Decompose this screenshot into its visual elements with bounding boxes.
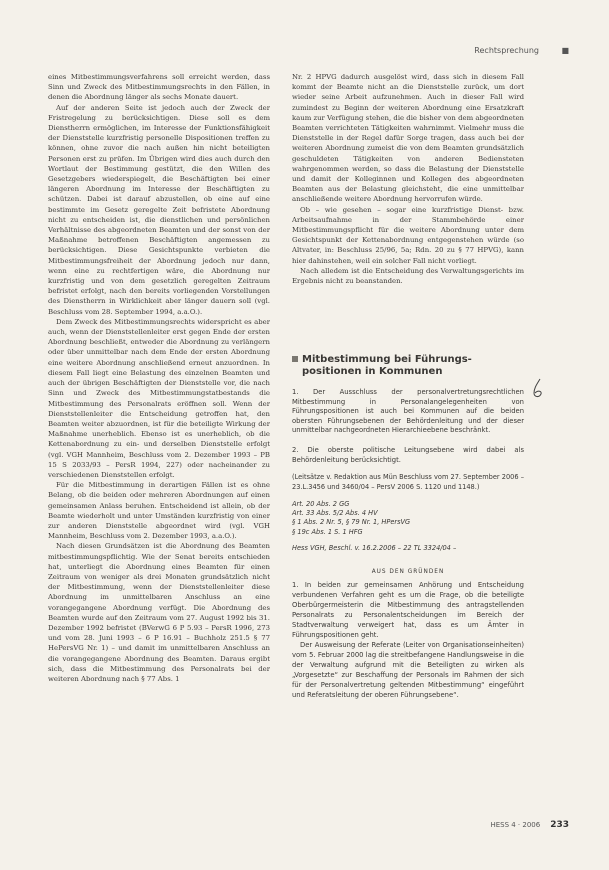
paragraph: Ob – wie gesehen – sogar eine kurzfristige Dienst- bzw. Arbeitsaufnahme in der Stammbehörde einer Mitbestimmungspflicht für die weitere Abordnung unter dem Gesichtspunkt der Kettenabordnung entgegenstehen würde (so Altvater, in: Beschluss 25/96, 5a; Rdn. 20 zu § 77 HPVG), kann hier dahinstehen, weil ein solcher Fall nicht vorliegt. <box>292 205 524 265</box>
guideline-1: 1. Der Ausschluss der personalvertretungsrechtlichen Mitbestimmung in Personalangelegenheiten von Führungspositionen ist auch bei Kommunen auf die beiden obersten Führungsebenen der Behördenleitung und der dieser unmittelbar nachgeordneten Hierarchieebene beschränkt. <box>292 388 524 435</box>
paragraph: Dem Zweck des Mitbestimmungsrechts widerspricht es aber auch, wenn der Dienststellenleiter erst gegen Ende der ersten Abordnung beschließt, entweder die Abordnung zu verlängern oder über unmittelbar nach dem Ende der ersten Abordnung eine weitere Abordnung anschließend erneut anzuordnen. In diesem Fall liegt eine Belastung des einzelnen Beamten und auch der übrigen Beschäftigten der Dienststelle vor, die nach Sinn und Zweck des Mitbestimmungstatbestands die Mitbestimmung des Personalrats eröffnen soll. Wenn der Dienststellenleiter die Entscheidung getroffen hat, den Beamten weiter abzuordnen, ist für die beteiligte Wirkung der Maßnahme unerheblich. Ebenso ist es unerheblich, ob die Kettenabordnung zu ein- und derselben Dienststelle erfolgt (vgl. VGH Mannheim, Beschluss vom 2. Dezember 1993 – PB 15 S 2033/93 – PersR 1994, 227) oder nacheinander zu verschiedenen Dienststellen erfolgt. <box>48 317 270 479</box>
paragraph: 1. In beiden zur gemeinsamen Anhörung und Entscheidung verbundenen Verfahren geht es um die Frage, ob die beteiligte Oberbürgermeisterin die Mitbestimmung des antragstellenden Personalrats zu Personalentscheidungen im Bereich der Stadtverwaltung verweigert hat, dass es um Ämter in Führungspositionen geht. <box>292 581 524 640</box>
paragraph: Nach alledem ist die Entscheidung des Verwaltungsgerichts im Ergebnis nicht zu beanstanden. <box>292 266 524 286</box>
left-column <box>48 72 270 834</box>
court-citation: Hess VGH, Beschl. v. 16.2.2006 – 22 TL 3324/04 – <box>292 543 457 552</box>
paragraph: Für die Mitbestimmung in derartigen Fällen ist es ohne Belang, ob die beiden oder mehreren Abordnungen auf einen gemeinsamen Anlass beruhen. Entscheidend ist allein, ob der Beamte wiederholt und unter Umständen kurzfristig von einer zur anderen Dienststelle abgeordnet wird (vgl. VGH Mannheim, Beschluss vom 2. Dezember 1993, a.a.O.). <box>48 481 270 541</box>
handwritten-mark-icon <box>530 378 546 400</box>
reference-line: § 19c Abs. 1 S. 1 HFG <box>292 527 363 536</box>
section-title-line1: Mitbestimmung bei Führungs- <box>302 354 472 365</box>
paragraph: Nr. 2 HPVG dadurch ausgelöst wird, dass sich in diesem Fall kommt der Beamte nicht an die Dienststelle zurück, um dort wieder seine Arbeit aufzunehmen. Auch in dieser Fall wird zumindest zu Beginn der weiteren Abordnung eine Ersatzkraft kaum zur Verfügung stehen, die die bisher von dem abgeordneten Beamten verrichteten Tätigkeiten wahrnimmt. Vielmehr muss die Dienststelle in der Regel dafür Sorge tragen, dass auch bei der weiteren Abordnung zumeist die von dem Beamten grundsätzlich geschuldeten Tätigkeiten von anderen Bediensteten wahrgenommen werden, so dass die Belastung der Dienststelle und damit der Kolleginnen und Kollegen des abgeordneten Beamten aus der Belastung gleichsteht, die eine unmittelbar anschließende weitere Abordnung hervorrufen würde. <box>292 73 524 204</box>
paragraph: Der Ausweisung der Referate (Leiter von Organisationseinheiten) vom 5. Februar 2000 lag die streitbefangene Handlungsweise in die der Verwaltung aufgrund mit die Beteiligten zu wirken als „Vorgesetzte“ zur Beschaffung der Personals im Rahmen der sich für der Personalvertretung geltenden Mitbestimmung“ eingeführt und Referatsleitung der oberen Führungsebene“. <box>292 641 524 700</box>
reasons-text <box>292 580 524 760</box>
page-footer <box>490 820 569 830</box>
right-column <box>292 72 524 760</box>
reference-line: § 1 Abs. 2 Nr. 5, § 79 Nr. 1, HPersVG <box>292 518 411 527</box>
right-body-text <box>292 72 524 324</box>
paragraph: Nach diesen Grundsätzen ist die Abordnung des Beamten mitbestimmungspflichtig. Wie der Senat bereits entschieden hat, unterliegt die Abordnung eines Beamten für einen Zeitraum von weniger als drei Monaten grundsätzlich nicht der Mitbestimmung, wenn der Dienststellenleiter diese Abordnung im unmittelbaren Anschluss an eine vorangegangene Abordnung verfügt. Die Abordnung des Beamten wurde auf den Zeitraum vom 27. August 1992 bis 31. Dezember 1992 befristet (BVerwG 6 P 5.93 – PersR 1996, 273 und vom 28. Juni 1993 – 6 P 16.91 – Buchholz 251.5 § 77 HePersVG Nr. 1) – und damit im unmittelbaren Anschluss an die vorangegangene Abordnung des Beamten. Daraus ergibt sich, dass die Mitbestimmung des Personalrats bei der weiteren Abordnung nach § 77 Abs. 1 <box>48 542 270 683</box>
guideline-2: 2. Die oberste politische Leitungsebene wird dabei als Behördenleitung berücksichtigt. <box>292 445 524 464</box>
legal-references <box>292 500 524 537</box>
section-header: Rechtsprechung <box>474 46 539 55</box>
reference-line: Art. 20 Abs. 2 GG <box>292 499 350 508</box>
section-title-line2: positionen in Kommunen <box>302 366 443 377</box>
square-bullet-icon <box>292 356 298 362</box>
paragraph: eines Mitbestimmungsverfahrens soll erreicht werden, dass Sinn und Zweck des Mitbestimmungsrechts in den Fällen, in denen die Abordnung länger als sechs Monate dauert. <box>48 73 270 102</box>
header-square-icon: ■ <box>561 46 569 55</box>
reference-line: Art. 33 Abs. 5/2 Abs. 4 HV <box>292 509 378 518</box>
section-heading <box>292 354 524 378</box>
page-number: 233 <box>550 820 569 830</box>
paragraph: Auf der anderen Seite ist jedoch auch der Zweck der Fristregelung zu berücksichtigen. Diese soll es dem Dienstherrn ermöglichen, im Interesse der Funktionsfähigkeit der Dienststelle kurzfristig personelle Dispositionen treffen zu können, ohne zuvor die nach außen hin nicht beteiligten Personen erst zu prüfen. Im Übrigen wird dies auch durch den Wortlaut der Bestimmung gestützt, die den Willen des Gesetzgebers wiederspiegelt, die Beschäftigten bei einer längeren Abordnung im Interesse der Beschäftigten zu schützen. Dabei ist darauf abzustellen, ob eine auf eine bestimmte im Gesetz geregelte Zeit befristete Abordnung nicht zu entscheiden ist, die dienstlichen und persönlichen Verhältnisse des abgeordneten Beamten und der sonst von der Maßnahme betroffenen Beschäftigten angemessen zu berücksichtigen. Diese Gesichtspunkte verbieten die Mitbestimmungsfreiheit der Abordnung jedoch nur dann, wenn eine zu rechtfertigen wäre, die Abordnung nur kurzfristig und von dem gesetzlich geregelten Zeitraum befristet erfolgt, nach den bereits vorliegenden Vorstellungen des Dienstherrn in Wirklichkeit aber länger dauern soll (vgl. Beschluss vom 28. September 1994, a.a.O.). <box>48 103 270 316</box>
reasons-heading: AUS DEN GRÜNDEN <box>371 568 445 575</box>
citation: (Leitsätze v. Redaktion aus Mün Beschluss vom 27. September 2006 – 23.L.3456 und 3460/04 – PersV 2006 S. 1120 und 1148.) <box>292 473 524 491</box>
issue-label: HESS 4 · 2006 <box>490 821 541 829</box>
